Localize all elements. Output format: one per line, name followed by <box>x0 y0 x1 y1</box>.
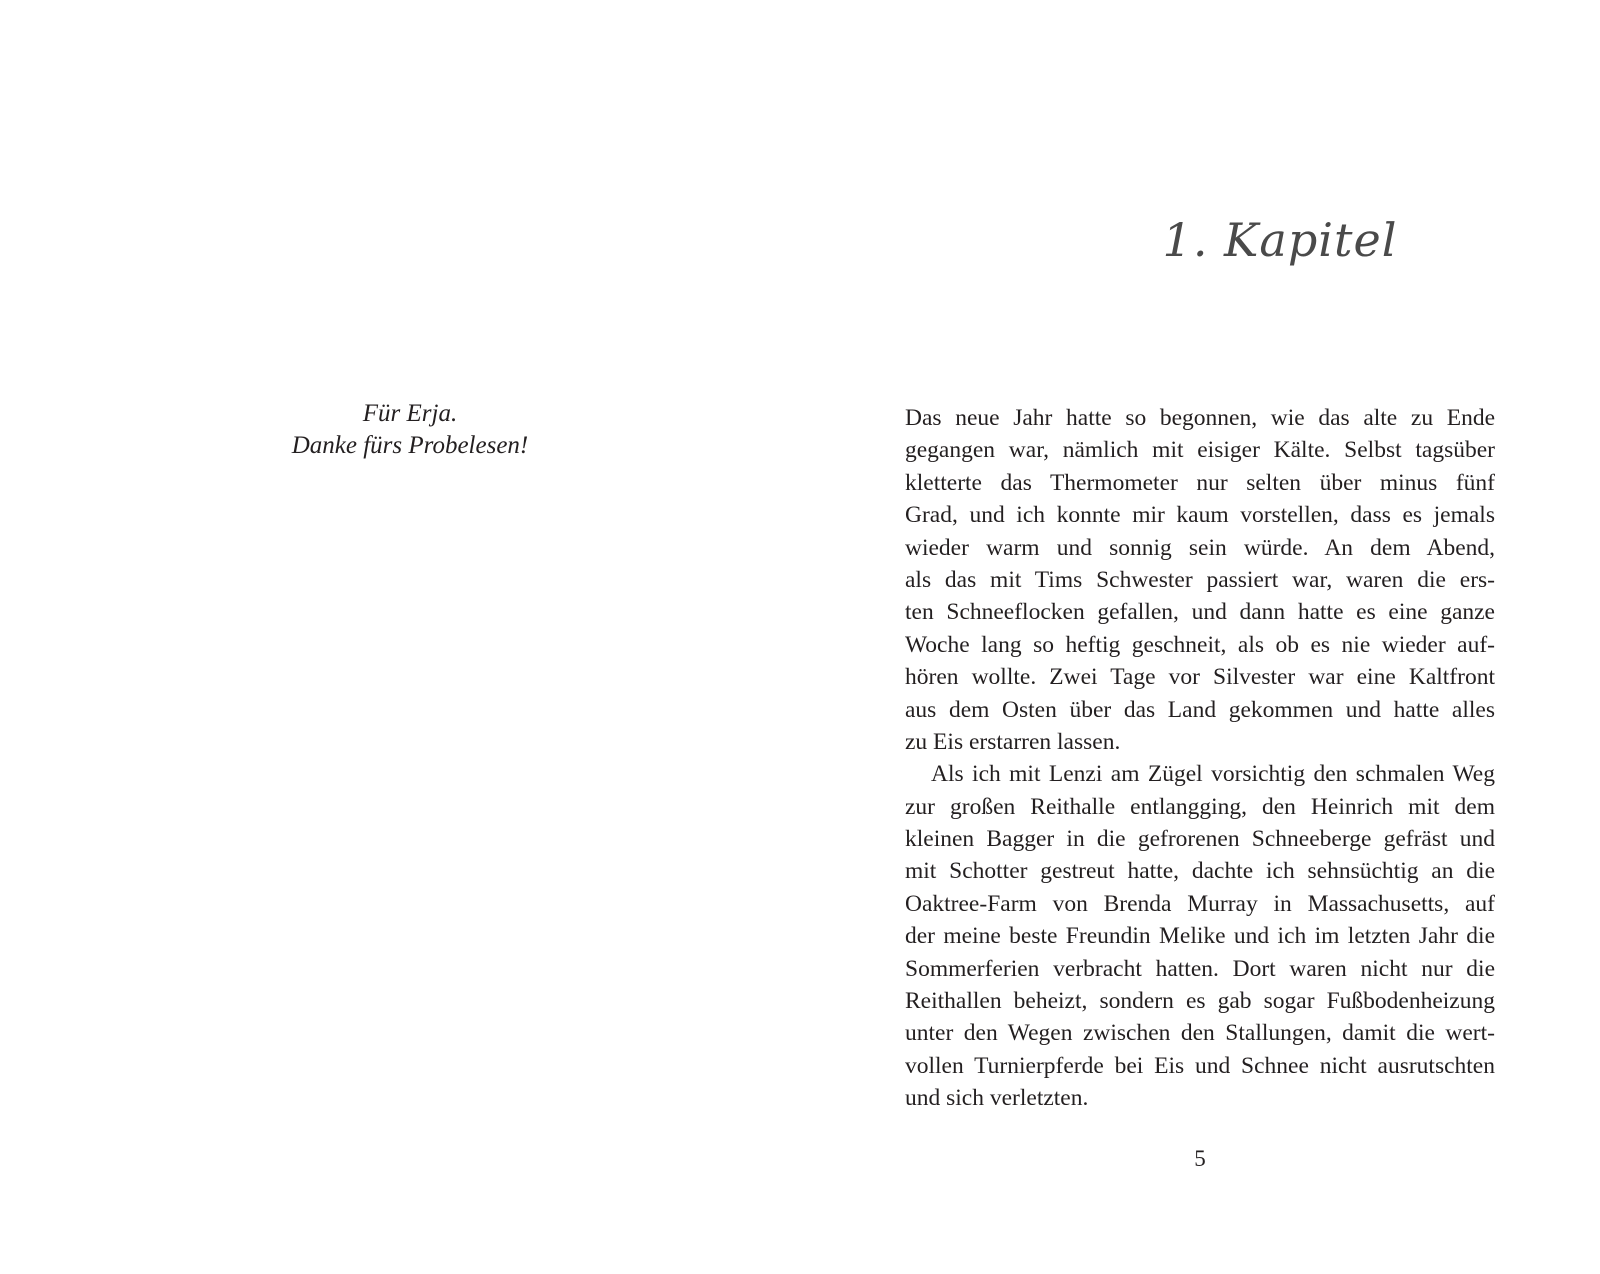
text-line: unter den Wegen zwischen den Stallungen, damit die wert- <box>905 1020 1495 1047</box>
text-line: gegangen war, nämlich mit eisiger Kälte. Selbst tagsüber <box>905 437 1495 464</box>
text-line: Reithallen beheizt, sondern es gab sogar Fußbodenheizung <box>905 988 1495 1015</box>
dedication <box>250 398 570 462</box>
text-line: Oaktree-Farm von Brenda Murray in Massachusetts, auf <box>905 890 1495 917</box>
text-line: der meine beste Freundin Melike und ich im letzten Jahr die <box>905 923 1495 950</box>
text-line: Sommerferien verbracht hatten. Dort waren nicht nur die <box>905 955 1495 982</box>
paragraph-2 <box>905 758 1495 1114</box>
text-line: kleinen Bagger in die gefrorenen Schneeberge gefräst und <box>905 826 1495 853</box>
text-line: aus dem Osten über das Land gekommen und hatte alles <box>905 696 1495 723</box>
text-line: als das mit Tims Schwester passiert war, waren die ers- <box>905 566 1495 593</box>
text-line: zur großen Reithalle entlangging, den Heinrich mit dem <box>905 793 1495 820</box>
dedication-line-2: Danke fürs Probelesen! <box>291 432 529 459</box>
text-line: vollen Turnierpferde bei Eis und Schnee nicht ausrutschten <box>905 1052 1495 1079</box>
text-line: hören wollte. Zwei Tage vor Silvester war eine Kaltfront <box>905 664 1495 691</box>
right-page <box>800 0 1600 1274</box>
chapter-body <box>905 402 1495 1115</box>
text-line: mit Schotter gestreut hatte, dachte ich sehnsüchtig an die <box>905 858 1495 885</box>
text-line: kletterte das Thermometer nur selten über minus fünf <box>905 469 1495 496</box>
text-line: Woche lang so heftig geschneit, als ob es nie wieder auf- <box>905 631 1495 658</box>
page-number: 5 <box>1194 1146 1206 1171</box>
text-line: und sich verletzten. <box>905 1085 1089 1112</box>
text-line: Das neue Jahr hatte so begonnen, wie das alte zu Ende <box>905 405 1495 431</box>
text-line: ten Schneeflocken gefallen, und dann hatte es eine ganze <box>905 599 1495 626</box>
paragraph-1 <box>905 402 1495 758</box>
text-line: zu Eis erstarren lassen. <box>905 728 1121 755</box>
text-line: Als ich mit Lenzi am Zügel vorsichtig den schmalen Weg <box>931 761 1495 788</box>
chapter-title: 1. Kapitel <box>1162 213 1398 267</box>
text-line: wieder warm und sonnig sein würde. An dem Abend, <box>905 534 1495 561</box>
dedication-line-1: Für Erja. <box>362 400 458 427</box>
text-line: Grad, und ich konnte mir kaum vorstellen, dass es jemals <box>905 502 1495 529</box>
